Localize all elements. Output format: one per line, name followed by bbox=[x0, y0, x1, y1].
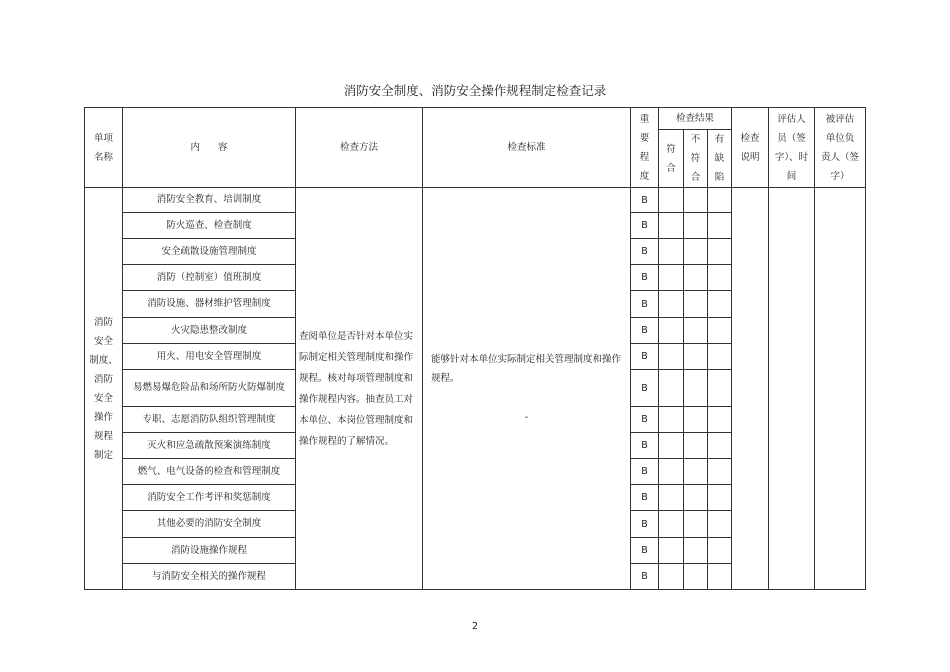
importance-cell: B bbox=[631, 213, 659, 239]
importance-cell: B bbox=[631, 344, 659, 370]
conform-cell[interactable] bbox=[659, 538, 684, 564]
nonconform-cell[interactable] bbox=[684, 511, 708, 538]
defect-cell[interactable] bbox=[708, 291, 732, 318]
header-assessor: 评估人 员（签 字）、时 间 bbox=[769, 108, 815, 188]
assessor-signature-cell[interactable] bbox=[769, 188, 815, 590]
content-cell: 消防（控制室）值班制度 bbox=[123, 265, 296, 291]
header-assessed: 被评估 单位负 责人（签 字） bbox=[815, 108, 866, 188]
conform-cell[interactable] bbox=[659, 188, 684, 213]
content-cell: 消防设施操作规程 bbox=[123, 538, 296, 564]
defect-cell[interactable] bbox=[708, 407, 732, 433]
header-defect: 有 缺 陷 bbox=[708, 130, 732, 188]
category-cell: 消防 安全 制度、 消防 安全 操作 规程 制定 bbox=[85, 188, 123, 590]
defect-cell[interactable] bbox=[708, 433, 732, 459]
nonconform-cell[interactable] bbox=[684, 213, 708, 239]
defect-cell[interactable] bbox=[708, 511, 732, 538]
header-nonconform: 不 符 合 bbox=[684, 130, 708, 188]
content-cell: 专职、志愿消防队组织管理制度 bbox=[123, 407, 296, 433]
nonconform-cell[interactable] bbox=[684, 564, 708, 590]
defect-cell[interactable] bbox=[708, 318, 732, 344]
standard-cell bbox=[423, 188, 631, 590]
conform-cell[interactable] bbox=[659, 459, 684, 485]
nonconform-cell[interactable] bbox=[684, 344, 708, 370]
nonconform-cell[interactable] bbox=[684, 538, 708, 564]
importance-cell: B bbox=[631, 318, 659, 344]
defect-cell[interactable] bbox=[708, 370, 732, 407]
defect-cell[interactable] bbox=[708, 564, 732, 590]
note-cell[interactable] bbox=[732, 188, 769, 590]
nonconform-cell[interactable] bbox=[684, 318, 708, 344]
conform-cell[interactable] bbox=[659, 433, 684, 459]
content-cell: 防火巡查、检查制度 bbox=[123, 213, 296, 239]
table-body bbox=[85, 188, 866, 590]
importance-cell: B bbox=[631, 511, 659, 538]
importance-cell: B bbox=[631, 485, 659, 511]
content-cell: 消防安全工作考评和奖惩制度 bbox=[123, 485, 296, 511]
defect-cell[interactable] bbox=[708, 188, 732, 213]
nonconform-cell[interactable] bbox=[684, 485, 708, 511]
nonconform-cell[interactable] bbox=[684, 433, 708, 459]
header-content: 内 容 bbox=[123, 108, 296, 188]
conform-cell[interactable] bbox=[659, 485, 684, 511]
importance-cell: B bbox=[631, 459, 659, 485]
defect-cell[interactable] bbox=[708, 239, 732, 265]
content-cell: 消防安全教育、培训制度 bbox=[123, 188, 296, 213]
importance-cell: B bbox=[631, 265, 659, 291]
conform-cell[interactable] bbox=[659, 370, 684, 407]
content-cell: 安全疏散设施管理制度 bbox=[123, 239, 296, 265]
defect-cell[interactable] bbox=[708, 265, 732, 291]
importance-cell: B bbox=[631, 407, 659, 433]
defect-cell[interactable] bbox=[708, 485, 732, 511]
content-cell: 灭火和应急疏散预案演练制度 bbox=[123, 433, 296, 459]
content-cell: 与消防安全相关的操作规程 bbox=[123, 564, 296, 590]
importance-cell: B bbox=[631, 188, 659, 213]
nonconform-cell[interactable] bbox=[684, 407, 708, 433]
nonconform-cell[interactable] bbox=[684, 188, 708, 213]
nonconform-cell[interactable] bbox=[684, 459, 708, 485]
header-item-name: 单项 名称 bbox=[85, 108, 123, 188]
header-conform: 符 合 bbox=[659, 130, 684, 188]
conform-cell[interactable] bbox=[659, 511, 684, 538]
content-cell: 易燃易爆危险品和场所防火防爆制度 bbox=[123, 370, 296, 407]
method-cell: 查阅单位是否针对本单位实际制定相关管理制度和操作规程。核对每项管理制度和操作规程内容。抽查员工对本单位、本岗位管理制度和操作规程的了解情况。 bbox=[296, 188, 423, 590]
header-standard: 检查标准 bbox=[423, 108, 631, 188]
inspection-record-table bbox=[84, 107, 866, 590]
importance-cell: B bbox=[631, 538, 659, 564]
header-method: 检查方法 bbox=[296, 108, 423, 188]
defect-cell[interactable] bbox=[708, 213, 732, 239]
nonconform-cell[interactable] bbox=[684, 291, 708, 318]
content-cell: 火灾隐患整改制度 bbox=[123, 318, 296, 344]
document-title: 消防安全制度、消防安全操作规程制定检查记录 bbox=[343, 83, 607, 98]
header-importance: 重 要 程 度 bbox=[631, 108, 659, 188]
conform-cell[interactable] bbox=[659, 265, 684, 291]
header-result-group: 检查结果 bbox=[659, 108, 732, 130]
importance-cell: B bbox=[631, 564, 659, 590]
nonconform-cell[interactable] bbox=[684, 239, 708, 265]
content-cell: 燃气、电气设备的检查和管理制度 bbox=[123, 459, 296, 485]
header-note: 检查 说明 bbox=[732, 108, 769, 188]
conform-cell[interactable] bbox=[659, 239, 684, 265]
conform-cell[interactable] bbox=[659, 344, 684, 370]
defect-cell[interactable] bbox=[708, 344, 732, 370]
importance-cell: B bbox=[631, 370, 659, 407]
nonconform-cell[interactable] bbox=[684, 370, 708, 407]
defect-cell[interactable] bbox=[708, 459, 732, 485]
page-number: 2 bbox=[471, 621, 479, 632]
conform-cell[interactable] bbox=[659, 213, 684, 239]
defect-cell[interactable] bbox=[708, 538, 732, 564]
standard-mark: - bbox=[524, 412, 529, 423]
standard-text: 能够针对本单位实际制定相关管理制度和操作规程。 bbox=[431, 354, 622, 384]
assessed-signature-cell[interactable] bbox=[815, 188, 866, 590]
content-cell: 用火、用电安全管理制度 bbox=[123, 344, 296, 370]
content-cell: 消防设施、器材维护管理制度 bbox=[123, 291, 296, 318]
table-row bbox=[85, 188, 866, 213]
importance-cell: B bbox=[631, 433, 659, 459]
conform-cell[interactable] bbox=[659, 564, 684, 590]
conform-cell[interactable] bbox=[659, 318, 684, 344]
conform-cell[interactable] bbox=[659, 407, 684, 433]
importance-cell: B bbox=[631, 239, 659, 265]
nonconform-cell[interactable] bbox=[684, 265, 708, 291]
content-cell: 其他必要的消防安全制度 bbox=[123, 511, 296, 538]
conform-cell[interactable] bbox=[659, 291, 684, 318]
importance-cell: B bbox=[631, 291, 659, 318]
